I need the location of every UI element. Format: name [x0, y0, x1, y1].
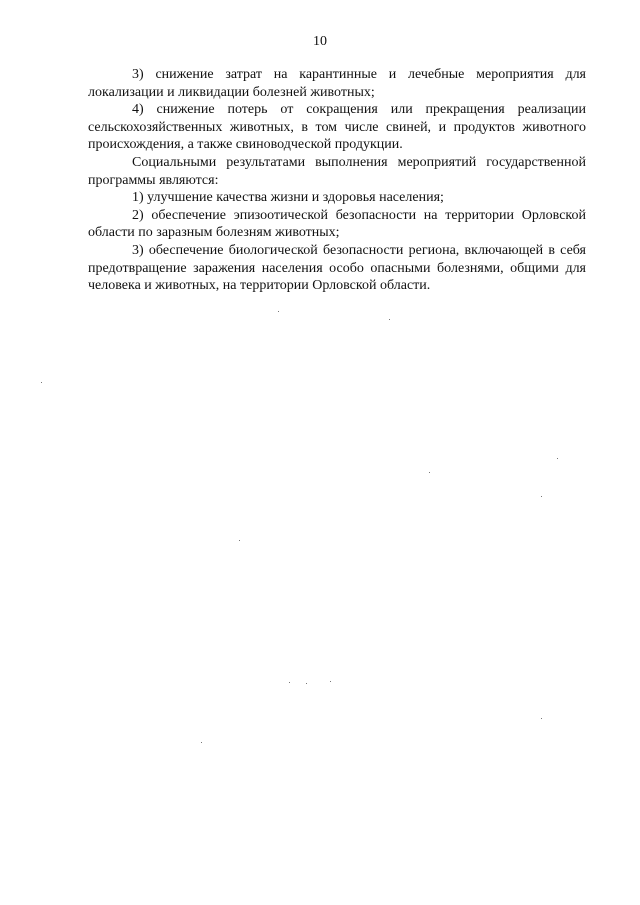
scan-speck — [541, 718, 542, 719]
page-number: 10 — [313, 34, 327, 49]
scan-speck — [389, 319, 390, 320]
scan-speck — [557, 458, 558, 459]
scan-speck — [330, 681, 331, 682]
paragraph-item-1-quality-of-life: 1) улучшение качества жизни и здоровья населения; — [132, 190, 444, 206]
scan-speck — [239, 540, 240, 541]
scan-speck — [41, 382, 42, 383]
paragraph-item-3-costs: 3) снижение затрат на карантинные и лечебные мероприятия для локализации и ликвидации болезней животных; — [88, 67, 586, 100]
scan-speck — [201, 742, 202, 743]
paragraph-item-3-biological-safety: 3) обеспечение биологической безопасности региона, включающей в себя предотвращение заражения населения особо опасными болезнями, общими для человека и животных, на территории Орловской области. — [88, 242, 586, 294]
scan-speck — [541, 496, 542, 497]
paragraph-item-4-losses: 4) снижение потерь от сокращения или прекращения реализации сельскохозяйственных животных, в том числе свиней, и продуктов животного происхождения, а также свиноводческой продукции. — [88, 102, 586, 153]
paragraph-item-2-epizootic-safety: 2) обеспечение эпизоотической безопасности на территории Орловской области по заразным болезням животных; — [88, 207, 586, 241]
scan-speck — [306, 683, 307, 684]
document-body — [88, 66, 586, 295]
scan-speck — [289, 682, 290, 683]
scan-speck — [278, 311, 279, 312]
scan-speck — [429, 472, 430, 473]
paragraph-social-results-intro: Социальными результатами выполнения мероприятий государственной программы являются: — [88, 154, 586, 188]
